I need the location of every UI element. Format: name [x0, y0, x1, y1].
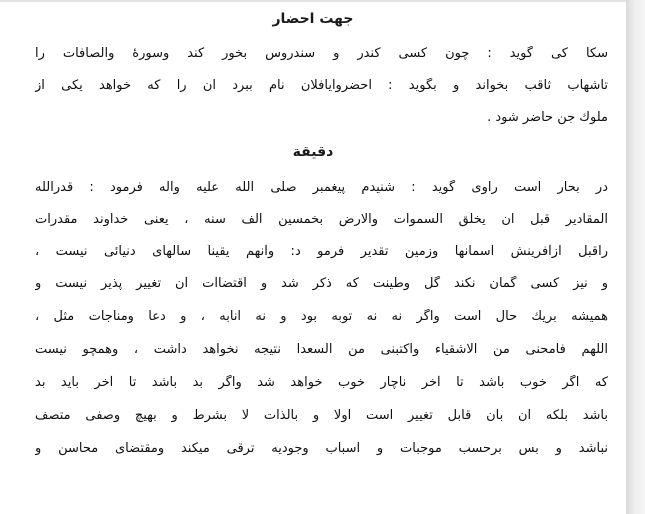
paragraph-2-line-8: باشد بلکه آن بآن قابل تغییر است اولا و بالذات لا بشرط و بهیچ وصفی متصف — [35, 408, 608, 423]
paragraph-2-line-6: اللهم فامحنی من الاشقیاء واکتبنی من السعدا نتیجه نخواهد داشت ، وهمچو نیست — [35, 342, 608, 357]
section-heading-daqiqa: دقیقة — [292, 144, 334, 160]
paragraph-1-line-3: ملوك جن حاضر شود . — [487, 110, 608, 125]
paragraph-1-line-1: سکا کی گوید : چون کسی کندر و سندروس بخور کند وسورهٔ والصافات را — [35, 46, 608, 61]
paragraph-2-line-3: راقبل ازآفرینش آسمانها وزمین تقدیر فرمو د: وآنهم یقیناً سالهای دنیائی نیست ، — [35, 244, 608, 259]
paragraph-2-line-5: همیشه بریك حال است واگر نه نه توبه بود و نه انابه ، و دعا ومناجات مثل ، — [35, 309, 608, 324]
paragraph-2-line-7: که اگر خوب باشد تا آخر ناچار خوب خواهد شد واگر بد باشد تا آخر باید بد — [35, 375, 608, 390]
page-edge-shadow — [626, 0, 645, 514]
paragraph-2-line-2: المقادیر قبل ان یخلق السموات والارض بخمسین الف سنه ، یعنی خداوند مقدرات — [35, 212, 608, 227]
page-top-edge — [0, 0, 626, 2]
section-heading-summoning: جهت احضار — [272, 11, 354, 27]
paragraph-2-line-4: و نیز کسی گمان نکند گل وطینت که ذکر شد و اقتضاآت آن تغییر پذیر نیست و — [35, 276, 608, 291]
paragraph-2-line-9: نباشد و بس برحسب موجبات و اسباب وجودیه ترقی میکند ومقتضای محاسن و — [35, 441, 608, 456]
paragraph-2-line-1: در بحار است راوی گوید : شنیدم پیغمبر صلی الله علیه وآله فرمود : قدرالله — [35, 180, 608, 195]
paragraph-1-line-2: تاشهاب ثاقب بخواند و بگوید : احضروایافلان نام ببرد آن را که خواهد یکی از — [35, 78, 608, 93]
